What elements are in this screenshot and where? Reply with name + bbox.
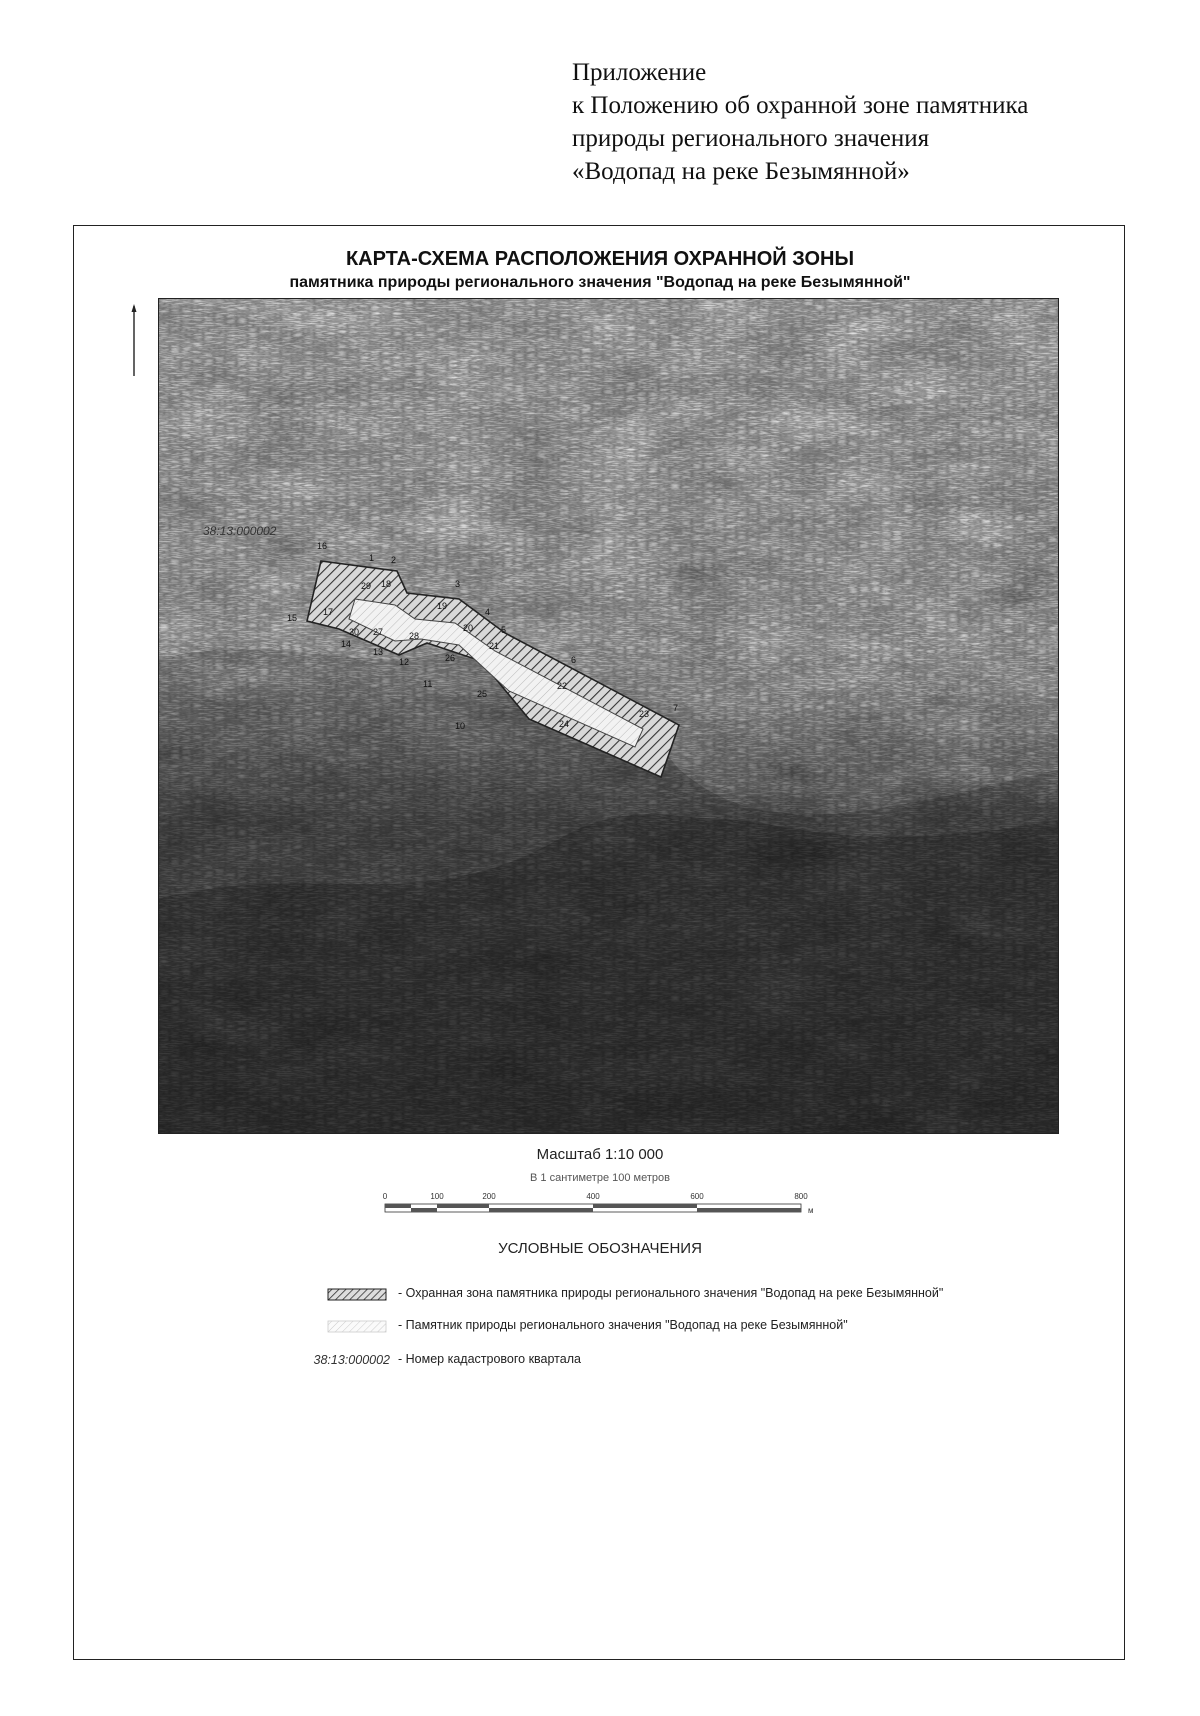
map-title: КАРТА-СХЕМА РАСПОЛОЖЕНИЯ ОХРАННОЙ ЗОНЫ: [345, 248, 855, 270]
point-label: 23: [639, 709, 650, 719]
cadastral-symbol: 38:13:000002: [313, 1353, 390, 1367]
point-label: 17: [323, 607, 334, 617]
scale-subtitle: В 1 сантиметре 100 метров: [530, 1172, 670, 1184]
point-label: 16: [317, 541, 328, 551]
point-label: 10: [455, 721, 466, 731]
point-label: 3: [455, 579, 461, 589]
appendix-line: природы регионального значения: [572, 125, 930, 152]
point-label: 19: [437, 601, 448, 611]
point-label: 13: [373, 647, 384, 657]
map-subtitle: памятника природы регионального значения "Водопад на реке Безымянной": [289, 274, 911, 291]
appendix-line: «Водопад на реке Безымянной»: [572, 158, 910, 185]
scale-unit: м: [808, 1206, 814, 1215]
appendix-note: [572, 56, 1028, 188]
point-label: 5: [501, 625, 507, 635]
light-hatch-swatch-icon: [280, 1316, 390, 1336]
hatch-swatch-icon: [280, 1284, 390, 1304]
point-label: 29: [361, 581, 372, 591]
point-label: 30: [349, 627, 360, 637]
point-label: 7: [673, 703, 679, 713]
scale-tick-label: 100: [430, 1192, 444, 1201]
point-label: 27: [373, 627, 384, 637]
point-label: 15: [287, 613, 298, 623]
point-label: 26: [445, 653, 456, 663]
point-label: 21: [489, 641, 500, 651]
point-label: 25: [477, 689, 488, 699]
appendix-line: Приложение: [572, 59, 707, 86]
appendix-line: к Положению об охранной зоне памятника: [572, 92, 1029, 119]
north-arrow-icon: [131, 304, 137, 376]
scale-bar: [380, 1191, 850, 1221]
legend-text: - Охранная зона памятника природы регионального значения "Водопад на реке Безымянной": [398, 1286, 944, 1300]
terrain-map: [159, 299, 1059, 1134]
point-label: 14: [341, 639, 352, 649]
scale-tick-label: 400: [586, 1192, 600, 1201]
scale-tick-label: 0: [382, 1192, 388, 1201]
scale-tick-label: 800: [794, 1192, 808, 1201]
point-label: 6: [571, 655, 577, 665]
point-label: 1: [369, 553, 375, 563]
legend-item-protection-zone: [280, 1284, 1120, 1304]
point-label: 18: [381, 579, 392, 589]
point-label: 4: [485, 607, 491, 617]
point-label: 2: [391, 555, 397, 565]
point-label: 12: [399, 657, 410, 667]
legend-text: - Памятник природы регионального значения "Водопад на реке Безымянной": [398, 1318, 848, 1332]
legend-title: УСЛОВНЫЕ ОБОЗНАЧЕНИЯ: [498, 1240, 702, 1257]
legend-text: - Номер кадастрового квартала: [398, 1352, 581, 1366]
point-label: 24: [559, 719, 570, 729]
point-label: 20: [463, 623, 474, 633]
point-label: 22: [557, 681, 568, 691]
point-label: 28: [409, 631, 420, 641]
legend-item-cadastral: [280, 1350, 1120, 1370]
scale-tick-label: 600: [690, 1192, 704, 1201]
legend-item-monument: [280, 1316, 1120, 1336]
cadastral-label: 38:13:000002: [203, 524, 277, 538]
map-image: [158, 298, 1059, 1134]
scale-tick-label: 200: [482, 1192, 496, 1201]
point-label: 11: [423, 679, 433, 689]
scale-title: Масштаб 1:10 000: [536, 1146, 664, 1163]
